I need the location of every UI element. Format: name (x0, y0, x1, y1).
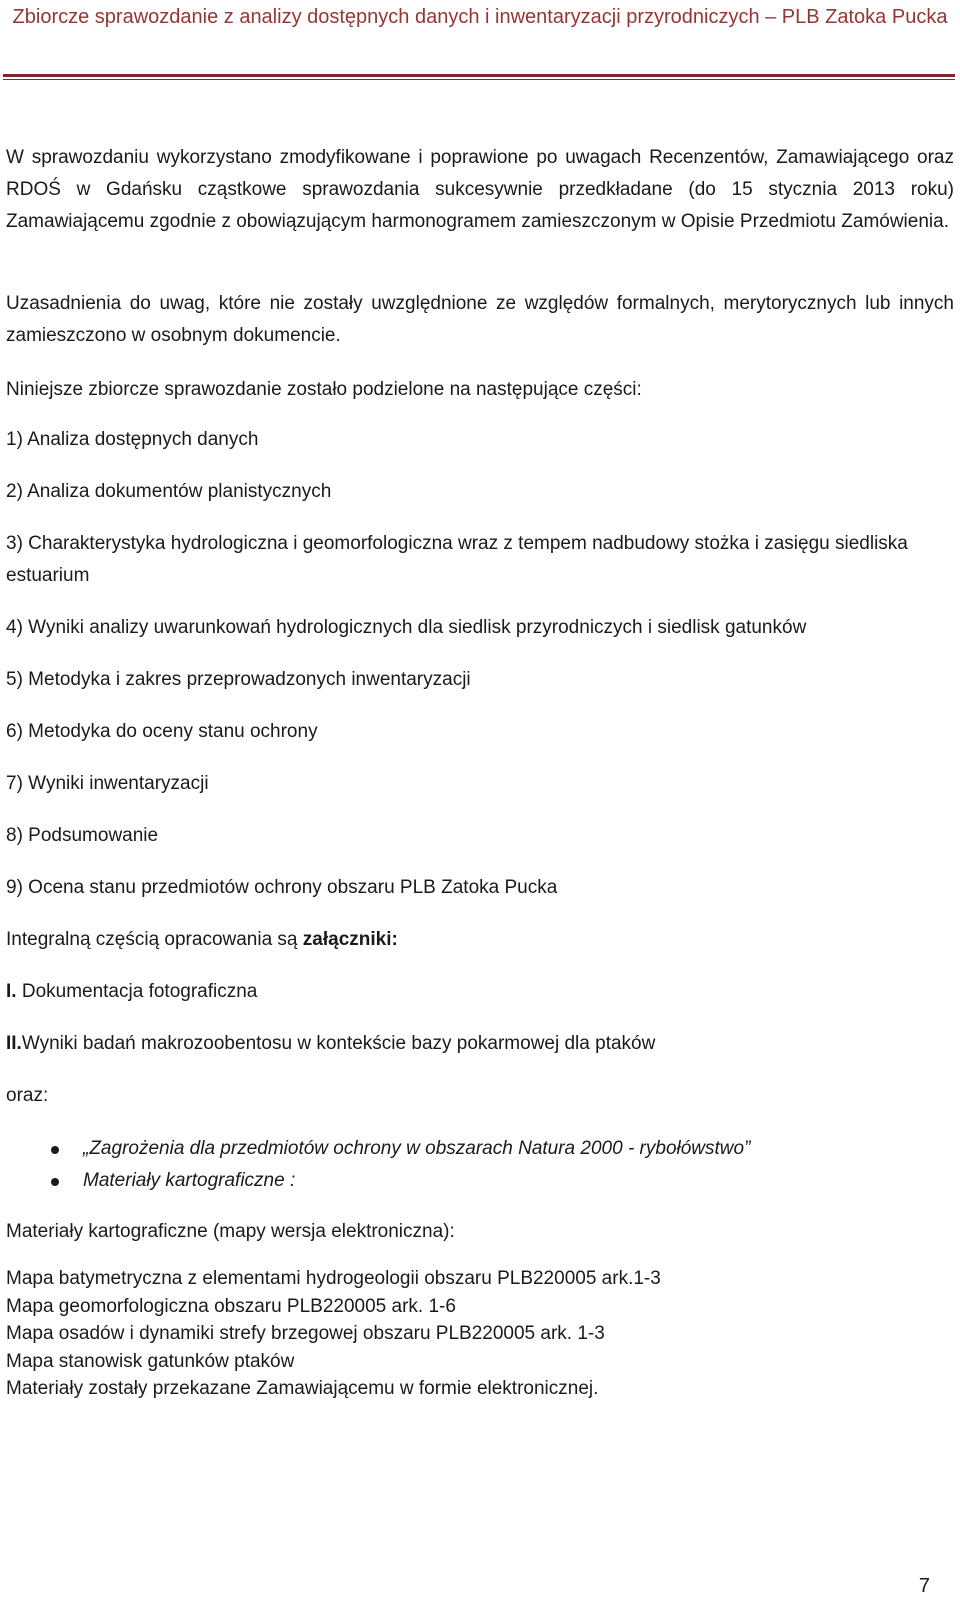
running-header-title: Zbiorcze sprawozdanie z analizy dostępnych danych i inwentaryzacji przyrodniczych – PLB Zatoka Pucka (12, 6, 948, 28)
map-item: Mapa batymetryczna z elementami hydrogeologii obszaru PLB220005 ark.1-3 (6, 1268, 661, 1289)
map-item: Mapa geomorfologiczna obszaru PLB220005 ark. 1-6 (6, 1295, 456, 1317)
section-item: 2) Analiza dokumentów planistycznych (6, 481, 332, 502)
running-header (0, 0, 960, 34)
page-number: 7 (918, 1575, 930, 1597)
attachment-item (6, 976, 954, 1008)
bullet-dot-icon (51, 1146, 59, 1154)
section-item: 1) Analiza dostępnych danych (6, 429, 259, 450)
maps-list (6, 1265, 954, 1403)
header-rule-thin (3, 79, 955, 80)
structure-intro: Niniejsze zbiorcze sprawozdanie zostało podzielone na następujące części: (6, 379, 642, 400)
map-item: Mapa osadów i dynamiki strefy brzegowej obszaru PLB220005 ark. 1-3 (6, 1323, 605, 1344)
section-item: 5) Metodyka i zakres przeprowadzonych inwentaryzacji (6, 669, 471, 690)
attachment-text: Dokumentacja fotograficzna (16, 981, 258, 1002)
section-item: 9) Ocena stanu przedmiotów ochrony obszaru PLB Zatoka Pucka (6, 877, 558, 898)
section-item: 8) Podsumowanie (6, 825, 159, 846)
attachments-intro-bold: załączniki: (302, 929, 398, 950)
attachment-item (6, 1028, 954, 1060)
maps-heading: Materiały kartograficzne (mapy wersja elektroniczna): (6, 1221, 455, 1242)
bullet-text: „Zagrożenia dla przedmiotów ochrony w obszarach Natura 2000 - rybołówstwo” (83, 1138, 751, 1159)
section-item: 7) Wyniki inwentaryzacji (6, 773, 209, 794)
justification-paragraph: Uzasadnienia do uwag, które nie zostały uwzględnione ze względów formalnych, merytorycznych lub innych zamieszczono w osobnym dokumencie. (6, 293, 954, 346)
map-item: Materiały zostały przekazane Zamawiającemu w formie elektronicznej. (6, 1378, 599, 1399)
attachments-intro-text: Integralną częścią opracowania są (6, 929, 303, 950)
attachment-number: I. (6, 981, 17, 1002)
attachments-intro (6, 924, 954, 956)
section-item: 3) Charakterystyka hydrologiczna i geomorfologiczna wraz z tempem nadbudowy stożka i zasięgu siedliska estuarium (6, 533, 908, 586)
oraz-label: oraz: (6, 1085, 49, 1106)
header-rule-thick (3, 74, 955, 77)
section-item: 4) Wyniki analizy uwarunkowań hydrologicznych dla siedlisk przyrodniczych i siedlisk gatunków (6, 617, 807, 638)
intro-paragraph: W sprawozdaniu wykorzystano zmodyfikowane i poprawione po uwagach Recenzentów, Zamawiającego oraz RDOŚ w Gdańsku cząstkowe sprawozdania sukcesywnie przedkładane (do 15 stycznia 2013 roku) Zamawiającemu zgodnie z obowiązującym harmonogramem zamieszczonym w Opisie Przedmiotu Zamówienia. (6, 147, 954, 232)
map-item: Mapa stanowisk gatunków ptaków (6, 1350, 295, 1372)
bullet-text: Materiały kartograficzne : (83, 1170, 296, 1191)
bullet-dot-icon (51, 1178, 59, 1186)
attachment-text: Wyniki badań makrozoobentosu w kontekście bazy pokarmowej dla ptaków (21, 1033, 656, 1054)
attachment-number: II. (6, 1033, 22, 1054)
section-item: 6) Metodyka do oceny stanu ochrony (6, 721, 318, 742)
